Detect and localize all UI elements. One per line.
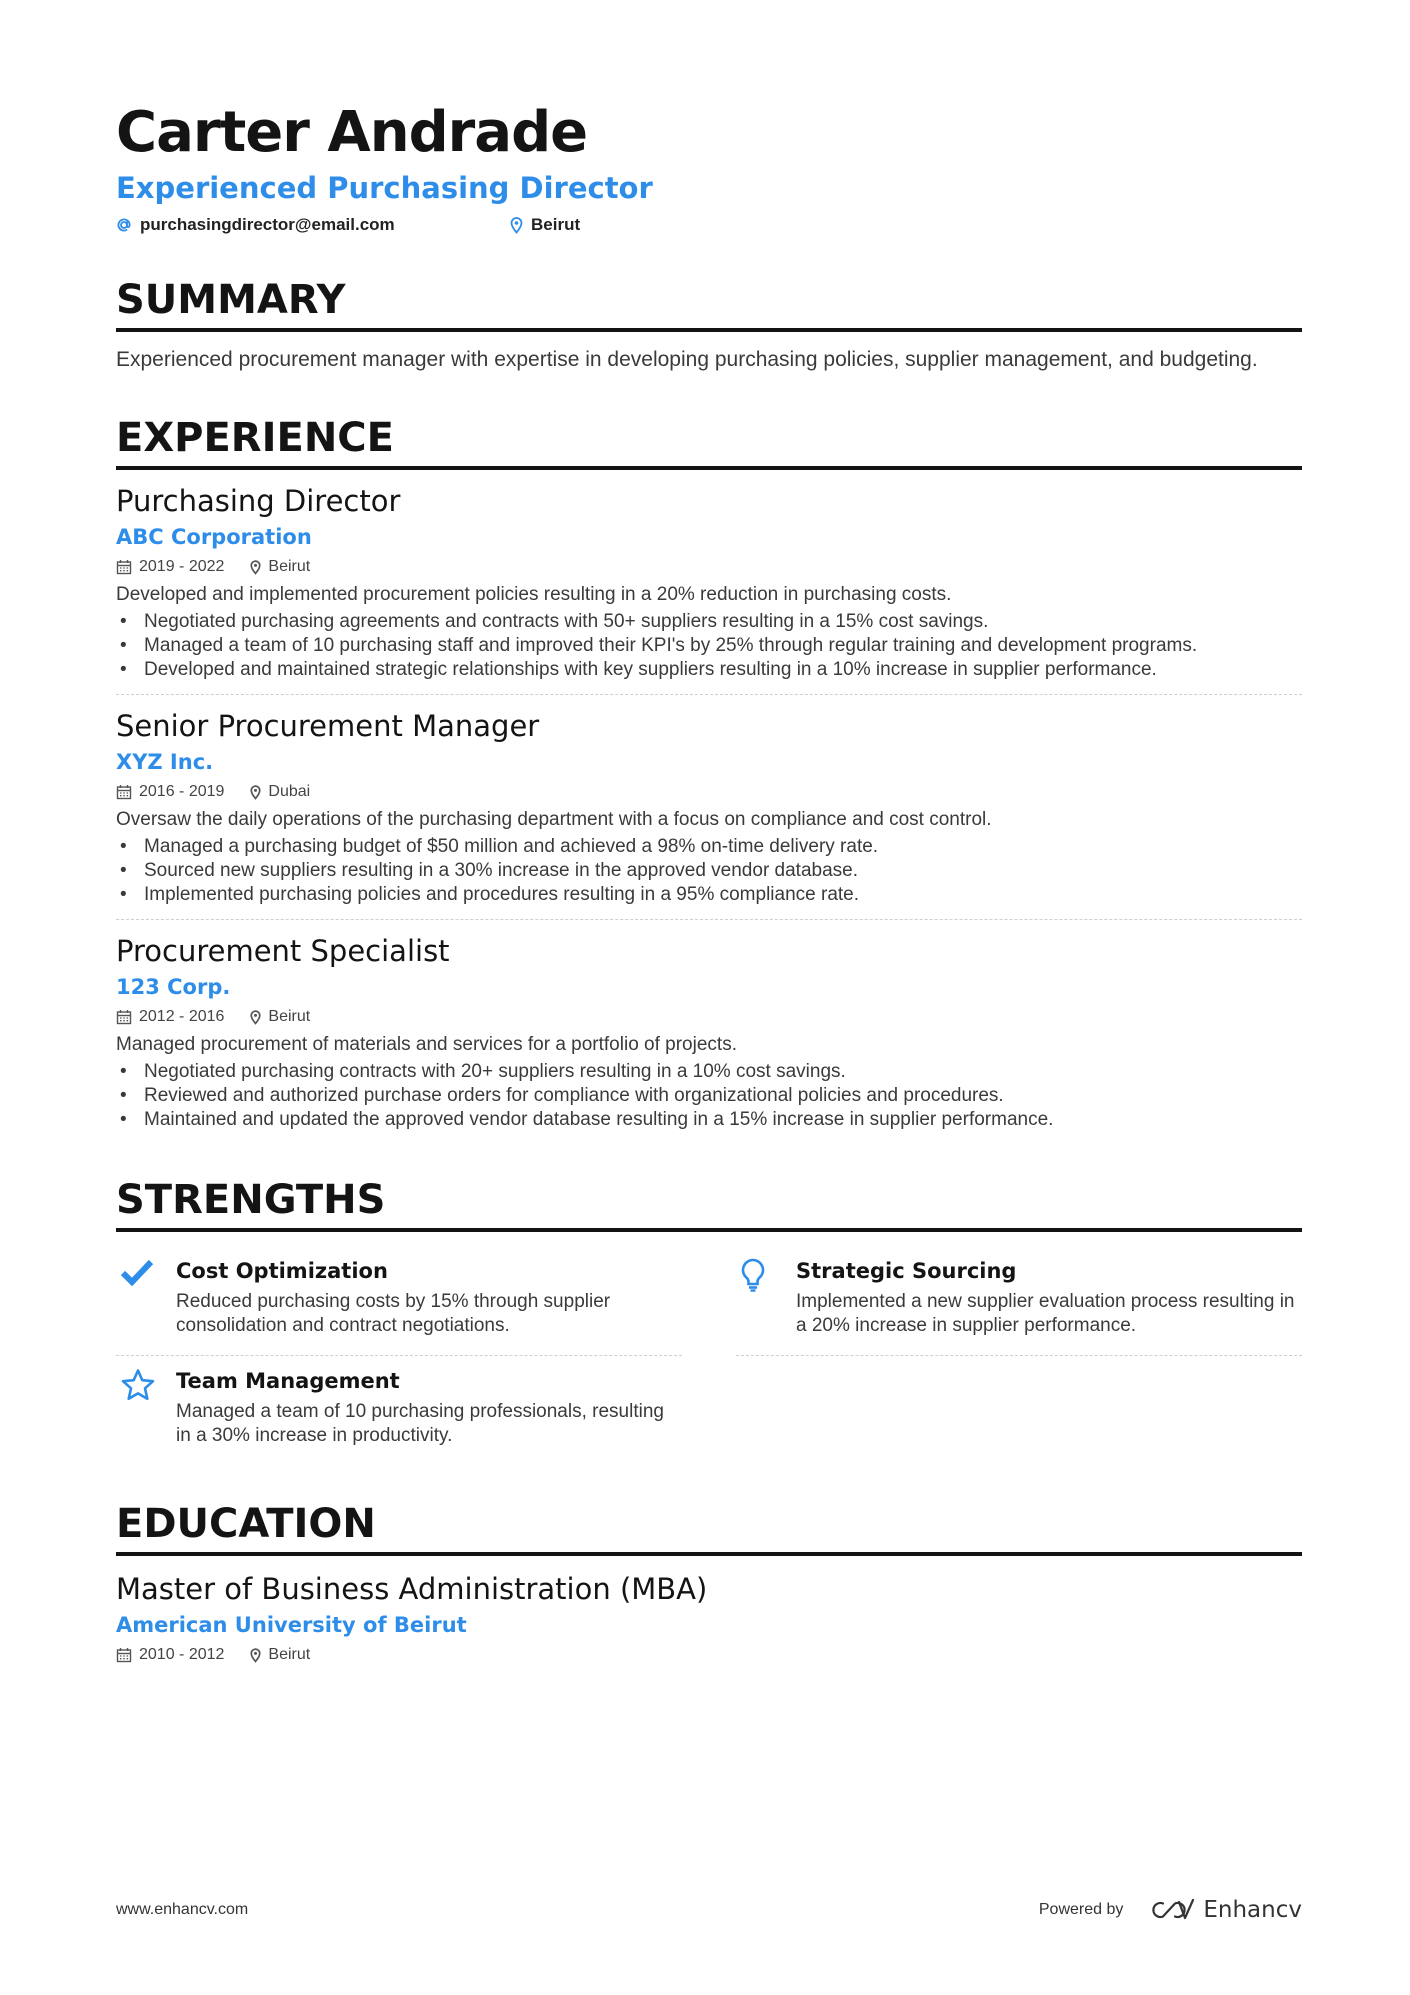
strength-title: Strategic Sourcing — [796, 1259, 1017, 1283]
education-dates — [116, 1644, 224, 1666]
bullet-item: • Sourced new suppliers resulting in a 30% increase in the approved vendor database. — [116, 859, 1302, 883]
resume-content — [116, 100, 1302, 1666]
calendar-icon — [116, 559, 132, 575]
experience-item — [116, 920, 1302, 1144]
brand-name: Enhancv — [1203, 1897, 1302, 1923]
job-dates — [116, 1006, 224, 1028]
contact-email[interactable] — [116, 214, 510, 236]
map-pin-icon — [250, 560, 261, 575]
calendar-icon — [116, 1009, 132, 1025]
lightbulb-icon — [736, 1256, 796, 1341]
map-pin-icon — [250, 785, 261, 800]
powered-by-text: Powered by — [1038, 1901, 1124, 1918]
experience-item — [116, 695, 1302, 920]
dates-text: 2012 - 2016 — [139, 1008, 225, 1025]
job-location — [250, 556, 310, 578]
bullet-item: • Reviewed and authorized purchase orders for compliance with organizational policies and procedures. — [116, 1084, 1302, 1108]
brand-logo[interactable] — [1149, 1897, 1302, 1923]
email-text: purchasingdirector@email.com — [140, 215, 395, 234]
strength-title: Team Management — [176, 1369, 400, 1393]
bullet-item: • Managed a team of 10 purchasing staff and improved their KPI's by 25% through regular training and development programs. — [116, 634, 1302, 658]
company-name: ABC Corporation — [116, 525, 312, 549]
summary-section — [116, 276, 1302, 374]
star-icon — [116, 1366, 176, 1452]
calendar-icon — [116, 1647, 132, 1663]
job-location — [250, 781, 310, 803]
contact-info — [116, 214, 1302, 236]
footer-branding — [1039, 1897, 1302, 1923]
strengths-heading: STRENGTHS — [116, 1176, 1302, 1232]
dates-text: 2016 - 2019 — [139, 783, 225, 800]
enhancv-logo-icon — [1149, 1898, 1195, 1922]
dates-text: 2010 - 2012 — [139, 1646, 225, 1663]
bullet-item: • Managed a purchasing budget of $50 million and achieved a 98% on-time delivery rate. — [116, 835, 1302, 859]
map-pin-icon — [250, 1648, 261, 1663]
candidate-name: Carter Andrade — [116, 100, 588, 165]
strength-description: Managed a team of 10 purchasing professionals, resulting in a 30% increase in productivity. — [176, 1401, 664, 1446]
experience-heading: EXPERIENCE — [116, 414, 1302, 470]
dates-text: 2019 - 2022 — [139, 558, 225, 575]
bullet-item: • Developed and maintained strategic relationships with key suppliers resulting in a 10% increase in supplier performance. — [116, 658, 1302, 682]
company-name: 123 Corp. — [116, 975, 231, 999]
education-location — [250, 1644, 310, 1666]
bullet-item: • Negotiated purchasing agreements and contracts with 50+ suppliers resulting in a 15% cost savings. — [116, 610, 1302, 634]
location-text: Beirut — [268, 558, 311, 575]
experience-section — [116, 414, 1302, 1144]
bullet-item: • Maintained and updated the approved vendor database resulting in a 15% increase in supplier performance. — [116, 1108, 1302, 1132]
strength-item — [736, 1246, 1302, 1356]
job-bullets — [116, 610, 1302, 682]
job-description: Managed procurement of materials and services for a portfolio of projects. — [116, 1034, 737, 1055]
job-meta — [116, 781, 1302, 803]
checkmark-icon — [116, 1256, 176, 1341]
job-role: Senior Procurement Manager — [116, 709, 540, 743]
bullet-item: • Negotiated purchasing contracts with 20+ suppliers resulting in a 10% cost savings. — [116, 1060, 1302, 1084]
job-bullets — [116, 1060, 1302, 1132]
education-section — [116, 1500, 1302, 1666]
strength-body — [176, 1256, 682, 1341]
strength-description: Implemented a new supplier evaluation process resulting in a 20% increase in supplier performance. — [796, 1291, 1295, 1336]
resume-header — [116, 100, 1302, 236]
school-name: American University of Beirut — [116, 1613, 467, 1637]
map-pin-icon — [250, 1010, 261, 1025]
location-text: Dubai — [268, 783, 311, 800]
job-dates — [116, 556, 224, 578]
at-icon — [116, 217, 132, 233]
strengths-grid — [116, 1246, 1302, 1466]
candidate-title: Experienced Purchasing Director — [116, 171, 653, 205]
education-meta — [116, 1644, 1302, 1666]
education-heading: EDUCATION — [116, 1500, 1302, 1556]
strength-description: Reduced purchasing costs by 15% through supplier consolidation and contract negotiations. — [176, 1291, 611, 1336]
summary-text: Experienced procurement manager with expertise in developing purchasing policies, supplier management, and budgeting. — [116, 348, 1258, 371]
job-bullets — [116, 835, 1302, 907]
education-item — [116, 1556, 1302, 1666]
page-footer — [116, 1897, 1302, 1923]
location-text: Beirut — [268, 1646, 311, 1663]
strength-item — [116, 1246, 682, 1356]
degree-name: Master of Business Administration (MBA) — [116, 1572, 708, 1606]
strength-body — [176, 1366, 682, 1452]
company-name: XYZ Inc. — [116, 750, 214, 774]
strengths-section — [116, 1176, 1302, 1466]
job-description: Oversaw the daily operations of the purchasing department with a focus on compliance and cost control. — [116, 809, 992, 830]
job-location — [250, 1006, 310, 1028]
job-role: Purchasing Director — [116, 484, 401, 518]
footer-website[interactable]: www.enhancv.com — [116, 1901, 249, 1918]
strength-item — [116, 1356, 682, 1466]
job-meta — [116, 556, 1302, 578]
map-pin-icon — [510, 217, 523, 234]
job-role: Procurement Specialist — [116, 934, 450, 968]
strength-title: Cost Optimization — [176, 1259, 388, 1283]
location-text: Beirut — [531, 215, 581, 234]
experience-item — [116, 470, 1302, 695]
strength-body — [796, 1256, 1302, 1341]
bullet-item: • Implemented purchasing policies and procedures resulting in a 95% compliance rate. — [116, 883, 1302, 907]
summary-heading: SUMMARY — [116, 276, 1302, 332]
job-dates — [116, 781, 224, 803]
location-text: Beirut — [268, 1008, 311, 1025]
contact-location — [510, 214, 580, 236]
job-description: Developed and implemented procurement policies resulting in a 20% reduction in purchasing costs. — [116, 584, 952, 605]
job-meta — [116, 1006, 1302, 1028]
calendar-icon — [116, 784, 132, 800]
